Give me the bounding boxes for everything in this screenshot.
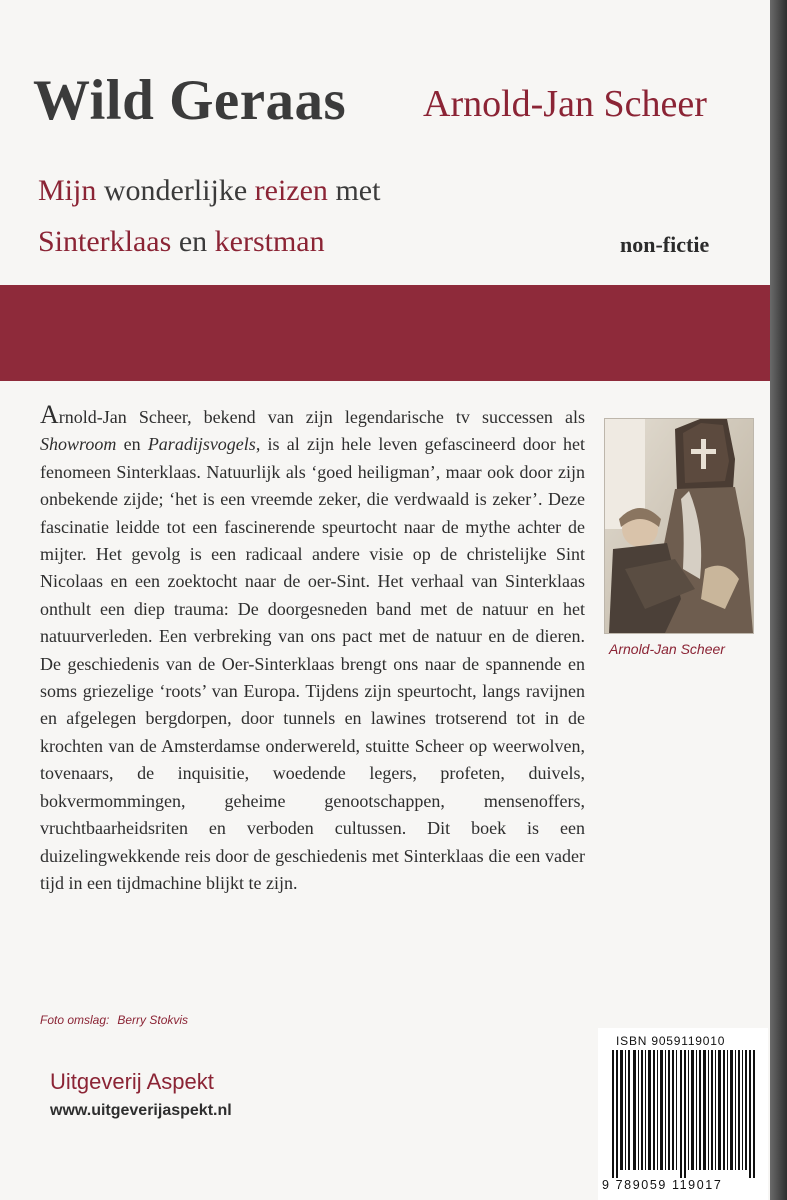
publisher-name: Uitgeverij Aspekt (50, 1069, 214, 1094)
subtitle-line-1 (38, 174, 380, 208)
isbn-label: ISBN 9059119010 (616, 1034, 726, 1048)
show-title-paradijsvogels: Paradijsvogels (147, 434, 256, 455)
photo-credit (40, 1013, 188, 1027)
photo-caption: Arnold-Jan Scheer (609, 641, 725, 657)
subtitle-word: en (178, 225, 208, 258)
drop-cap: A (40, 400, 59, 429)
subtitle-word: Mijn (38, 174, 97, 207)
barcode (598, 1028, 768, 1200)
author-name: Arnold-Jan Scheer (423, 83, 707, 125)
author-photo (604, 418, 754, 634)
subtitle-word: Sinterklaas (38, 225, 172, 258)
accent-band (0, 285, 770, 381)
subtitle-word: reizen (254, 174, 328, 207)
barcode-bars (612, 1050, 758, 1178)
blurb-segment: , is al zijn hele leven gefascineerd door het fenomeen Sinterklaas. Natuurlijk als ‘goed heiligman’, maar ook door zijn onbekende zijde; ‘het is een vreemde zeker, die verdwaald is zeker’. Deze fascinatie leidde tot een fascinerende speurtocht naar de mythe achter de mijter. Het gevolg is een radicaal andere visie op de christelijke Sint Nicolaas en een zoektocht naar de oer-Sint. Het verhaal van Sinterklaas onthult een diep trauma: De doorgesneden band met de natuur en het natuurverleden. Een verbreking van ons pact met de natuur en de dieren. De geschiedenis van de Oer-Sinterklaas brengt ons naar de spannende en soms griezelige ‘roots’ van Europa. Tijdens zijn speurtocht, langs ravijnen en afgelegen bergdorpen, door tunnels en lawines trotserend tot in de krochten van de Amsterdamse onderwereld, stuitte Scheer op weerwolven, tovenaars, de inquisitie, woedende legers, profeten, duivels, bokvermommingen, geheime genootschappen, mensenoffers, vruchtbaarheidsriten en verboden cultussen. Dit boek is een duizelingwekkende reis door de geschiedenis met Sinterklaas die een vader tijd in een tijdmachine blijkt te zijn. (40, 434, 586, 893)
blurb-segment: rnold-Jan Scheer, bekend van zijn legendarische tv successen als (58, 407, 585, 427)
credit-label: Foto omslag: (40, 1013, 110, 1027)
credit-name: Berry Stokvis (117, 1013, 189, 1027)
publisher-website: www.uitgeverijaspekt.nl (50, 1102, 232, 1119)
barcode-number: 9 789059 119017 (602, 1178, 723, 1192)
show-title-showroom: Showroom (40, 434, 117, 455)
blurb-text (40, 400, 586, 897)
subtitle-line-2 (38, 225, 325, 259)
subtitle-word: kerstman (214, 225, 325, 258)
book-edge (770, 0, 787, 1200)
subtitle-word: wonderlijke (103, 174, 248, 207)
genre-label: non-fictie (620, 232, 710, 257)
blurb-segment: en (123, 434, 141, 455)
photo-illustration (605, 419, 753, 633)
book-title: Wild Geraas (33, 69, 347, 132)
subtitle-word: met (335, 174, 381, 207)
